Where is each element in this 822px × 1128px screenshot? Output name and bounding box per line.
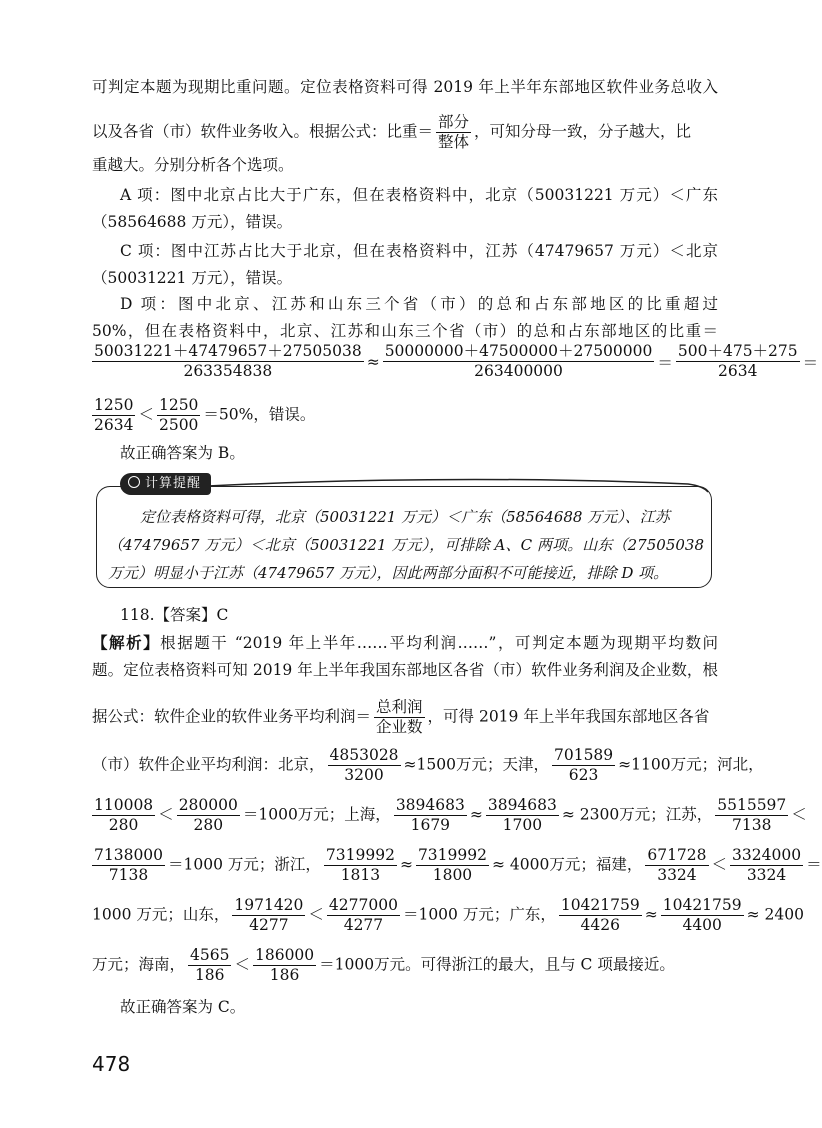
formula-line: $\frac{50031221+47479657+27505038}{263354838}$ ≈ $\frac{50000000+47500000+27500000}{263400000}$ ＝ $\frac{500+475+275}{2634}$ ＝ [94, 342, 819, 380]
fraction: $\frac{5515597}{7138}$ [717, 796, 787, 834]
fraction: $\frac{3894683}{1700}$ [487, 796, 557, 834]
fraction: $\frac{1250}{2500}$ [158, 396, 199, 434]
fraction: $\frac{3324000}{3324}$ [732, 846, 802, 884]
fraction: $\frac{701589}{623}$ [553, 746, 614, 784]
formula-line-average: 据公式：软件企业的软件业务平均利润＝ $\frac{\text{总利润}}{\text{企业数}}$ ，可得 2019 年上半年我国东部地区各省 [92, 698, 710, 736]
fraction: $\frac{110008}{280}$ [94, 796, 154, 834]
tip-line: 万元）明显小于江苏（47479657 万元），因此两部分面积不可能接近，排除 D 项。 [108, 564, 669, 582]
formula-line: $\frac{1250}{2634}$ ＜ $\frac{1250}{2500}$ ＝50%，错误。 [94, 396, 316, 434]
calc-row-3: $\frac{7138000}{7138}$ ＝1000 万元；浙江， $\frac{7319992}{1813}$ ≈ $\frac{7319992}{1800}$ ≈ 4000万元；福建， $\frac{671728}{3324}$ ＜ $\frac{3324000}{3324}$ ＝ [94, 846, 822, 884]
fraction: $\frac{4565}{186}$ [190, 946, 230, 984]
page-number: 478 [92, 1052, 131, 1076]
calc-row-2: $\frac{110008}{280}$ ＜ $\frac{280000}{280}$ ＝1000万元；上海， $\frac{3894683}{1679}$ ≈ $\frac{3894683}{1700}$ ≈ 2300万元；江苏， $\frac{5515597}{7138}$ ＜ [94, 796, 807, 834]
option-d-line: 50%，但在表格资料中，北京、江苏和山东三个省（市）的总和占东部地区的比重＝ [92, 322, 718, 340]
fraction: $\frac{\text{总利润}}{\text{企业数}}$ [376, 698, 423, 736]
lightbulb-icon [128, 476, 140, 488]
answer-line: 故正确答案为 C。 [120, 998, 246, 1016]
paragraph-line: 重越大。分别分析各个选项。 [92, 156, 294, 174]
option-d-line: D 项：图中北京、江苏和山东三个省（市）的总和占东部地区的比重超过 [120, 295, 718, 313]
analysis-line: 题。定位表格资料可知 2019 年上半年我国东部地区各省（市）软件业务利润及企业数，根 [92, 661, 718, 679]
formula-line-ratio: 以及各省（市）软件业务收入。根据公式：比重＝ $\frac{\text{部分}}{\text{整体}}$ ，可知分母一致，分子越大，比 [92, 113, 692, 151]
fraction: $\frac{7319992}{1800}$ [417, 846, 487, 884]
option-c-line: （50031221 万元），错误。 [92, 269, 293, 287]
option-a-line: （58564688 万元），错误。 [92, 213, 293, 231]
answer-line: 故正确答案为 B。 [120, 444, 245, 462]
fraction: $\frac{50031221+47479657+27505038}{263354838}$ [94, 342, 362, 380]
fraction: $\frac{10421759}{4426}$ [560, 896, 640, 934]
fraction: $\frac{186000}{186}$ [254, 946, 315, 984]
fraction: $\frac{7138000}{7138}$ [94, 846, 164, 884]
fraction: $\frac{280000}{280}$ [178, 796, 238, 834]
option-a-line: A 项：图中北京占比大于广东，但在表格资料中，北京（50031221 万元）＜广东 [120, 186, 718, 204]
tip-badge: 计算提醒 [120, 473, 211, 495]
fraction: $\frac{671728}{3324}$ [647, 846, 707, 884]
calc-row-4: 1000 万元；山东， $\frac{1971420}{4277}$ ＜ $\frac{4277000}{4277}$ ＝1000 万元；广东， $\frac{10421759}{4426}$ ≈ $\frac{10421759}{4400}$ ≈ 2400 [92, 896, 805, 934]
fraction-part-whole: $\frac{\text{部分}}{\text{整体}}$ [438, 113, 470, 151]
calc-row-5: 万元；海南， $\frac{4565}{186}$ ＜ $\frac{186000}{186}$ ＝1000万元。可得浙江的最大，且与 C 项最接近。 [92, 946, 675, 984]
tip-line: （47479657 万元）＜北京（50031221 万元），可排除 A、C 两项。山东（27505038 [108, 536, 704, 554]
fraction: $\frac{3894683}{1679}$ [395, 796, 465, 834]
question-118-title: 118.【答案】C [120, 606, 229, 624]
calc-row-1: （市）软件企业平均利润：北京， $\frac{4853028}{3200}$ ≈1500万元；天津， $\frac{701589}{623}$ ≈1100万元；河北， [92, 746, 764, 784]
fraction: $\frac{1250}{2634}$ [94, 396, 134, 434]
fraction: $\frac{7319992}{1813}$ [325, 846, 395, 884]
option-c-line: C 项：图中江苏占比大于北京，但在表格资料中，江苏（47479657 万元）＜北京 [120, 242, 718, 260]
fraction: $\frac{4277000}{4277}$ [328, 896, 398, 934]
fraction: $\frac{1971420}{4277}$ [234, 896, 304, 934]
fraction: $\frac{4853028}{3200}$ [329, 746, 399, 784]
fraction: $\frac{500+475+275}{2634}$ [677, 342, 798, 380]
analysis-line: 【解析】根据题干 “2019 年上半年……平均利润……”，可判定本题为现期平均数问 [92, 634, 718, 652]
paragraph-line: 可判定本题为现期比重问题。定位表格资料可得 2019 年上半年东部地区软件业务总收入 [92, 78, 718, 96]
fraction: $\frac{50000000+47500000+27500000}{263400000}$ [384, 342, 653, 380]
tip-line: 定位表格资料可得，北京（50031221 万元）＜广东（58564688 万元）、江苏 [140, 508, 670, 526]
fraction: $\frac{10421759}{4400}$ [662, 896, 742, 934]
tip-box-wave-decoration [208, 478, 708, 492]
